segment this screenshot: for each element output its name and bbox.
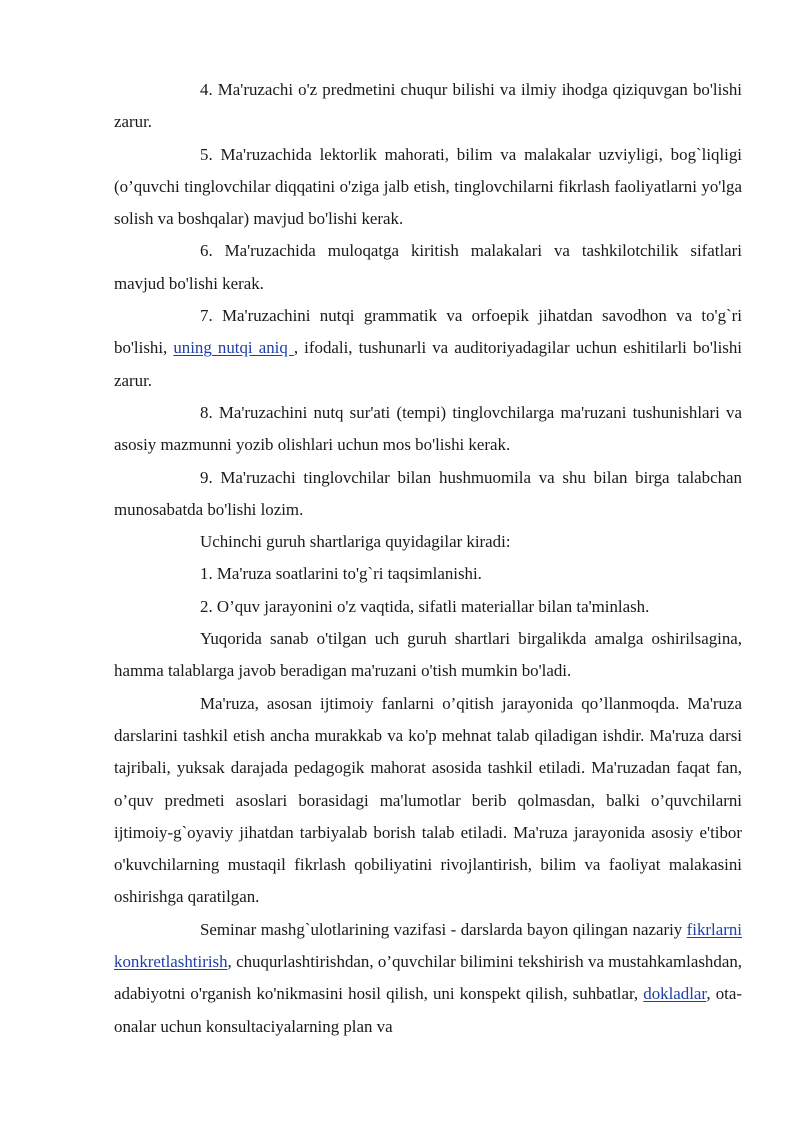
paragraph-item-6: 6. Ma'ruzachida muloqatga kiritish malakalari va tashkilotchilik sifatlari mavjud bo'lishi kerak. <box>114 241 742 293</box>
paragraph-item-8: 8. Ma'ruzachini nutq sur'ati (tempi) tinglovchilarga ma'ruzani tushunishlari va asosiy mazmunni yozib olishlari uchun mos bo'lishi kerak. <box>114 402 742 455</box>
link-dokladlar[interactable]: dokladlar <box>643 984 707 1004</box>
link-fikrlarni-konkretlashtirish[interactable]: fikrlarni konkretlashtirish <box>114 919 742 972</box>
paragraph-text: , chuqurlashtirishdan, o’quvchilar bilimini tekshirish va mustahkamlashdan, adabiyotni o'rganish ko'nikmasini hosil qilish, uni konspekt qilish, suhbatlar, <box>114 952 742 1004</box>
paragraph-summary: Yuqorida sanab o'tilgan uch guruh shartlari birgalikda amalga oshirilsagina, hamma talablarga javob beradigan ma'ruzani o'tish mumkin bo'ladi. <box>114 629 742 681</box>
paragraph-item-5: 5. Ma'ruzachida lektorlik mahorati, bilim va malakalar uzviyligi, bog`liqligi (o’quvchi tinglovchilar diqqatini o'ziga jalb etish, tinglovchilarni fikrlash faoliyatlarni yo'lga solish va boshqalar) mavjud bo'lishi kerak. <box>114 144 742 229</box>
paragraph-text: 7. Ma'ruzachini nutqi grammatik va orfoepik jihatdan savodhon va to'g`ri bo'lishi, <box>114 306 742 358</box>
paragraph-text: , ifodali, tushunarli va auditoriyadagilar uchun eshitilarli bo'lishi zarur. <box>114 338 742 390</box>
paragraph-seminar <box>114 914 742 1043</box>
paragraph-text: Seminar mashg`ulotlarining vazifasi - darslarda bayon qilingan nazariy <box>200 919 687 939</box>
paragraph-lecture: Ma'ruza, asosan ijtimoiy fanlarni o’qitish jarayonida qo’llanmoqda. Ma'ruza darslarini tashkil etish ancha murakkab va ko'p mehnat talab qiladigan ishdir. Ma'ruza darsi tajribali, yuksak darajada pedagogik mahorat asosida tashkil etiladi. Ma'ruzadan faqat fan, o’quv predmeti asoslari borasidagi ma'lumotlar berib qolmasdan, balki o’quvchilarni ijtimoiy-g`oyaviy jihatdan tarbiyalab borish talab etiladi. Ma'ruza jarayonida asosiy e'tibor o'kuvchilarning mustaqil fikrlash qobiliyatini rivojlantirish, bilim va faoliyat malakasini oshirishga qaratilgan. <box>114 693 742 907</box>
paragraph-item-4: 4. Ma'ruzachi o'z predmetini chuqur bilishi va ilmiy ihodga qiziquvgan bo'lishi zarur. <box>114 80 742 132</box>
paragraph-third-group-item-2: 2. O’quv jarayonini o'z vaqtida, sifatli materiallar bilan ta'minlash. <box>200 596 650 616</box>
paragraph-third-group-item-1: 1. Ma'ruza soatlarini to'g`ri taqsimlanishi. <box>200 564 482 584</box>
paragraph-item-9: 9. Ma'ruzachi tinglovchilar bilan hushmuomila va shu bilan birga talabchan munosabatda bo'lishi lozim. <box>114 467 742 519</box>
document-page <box>114 74 742 1043</box>
paragraph-text: , ota-onalar uchun konsultaciyalarning plan va <box>114 984 742 1036</box>
link-uning-nutqi-aniq[interactable]: uning nutqi aniq <box>173 338 294 358</box>
paragraph-third-group-intro: Uchinchi guruh shartlariga quyidagilar kiradi: <box>200 532 511 552</box>
paragraph-item-7 <box>114 300 742 397</box>
